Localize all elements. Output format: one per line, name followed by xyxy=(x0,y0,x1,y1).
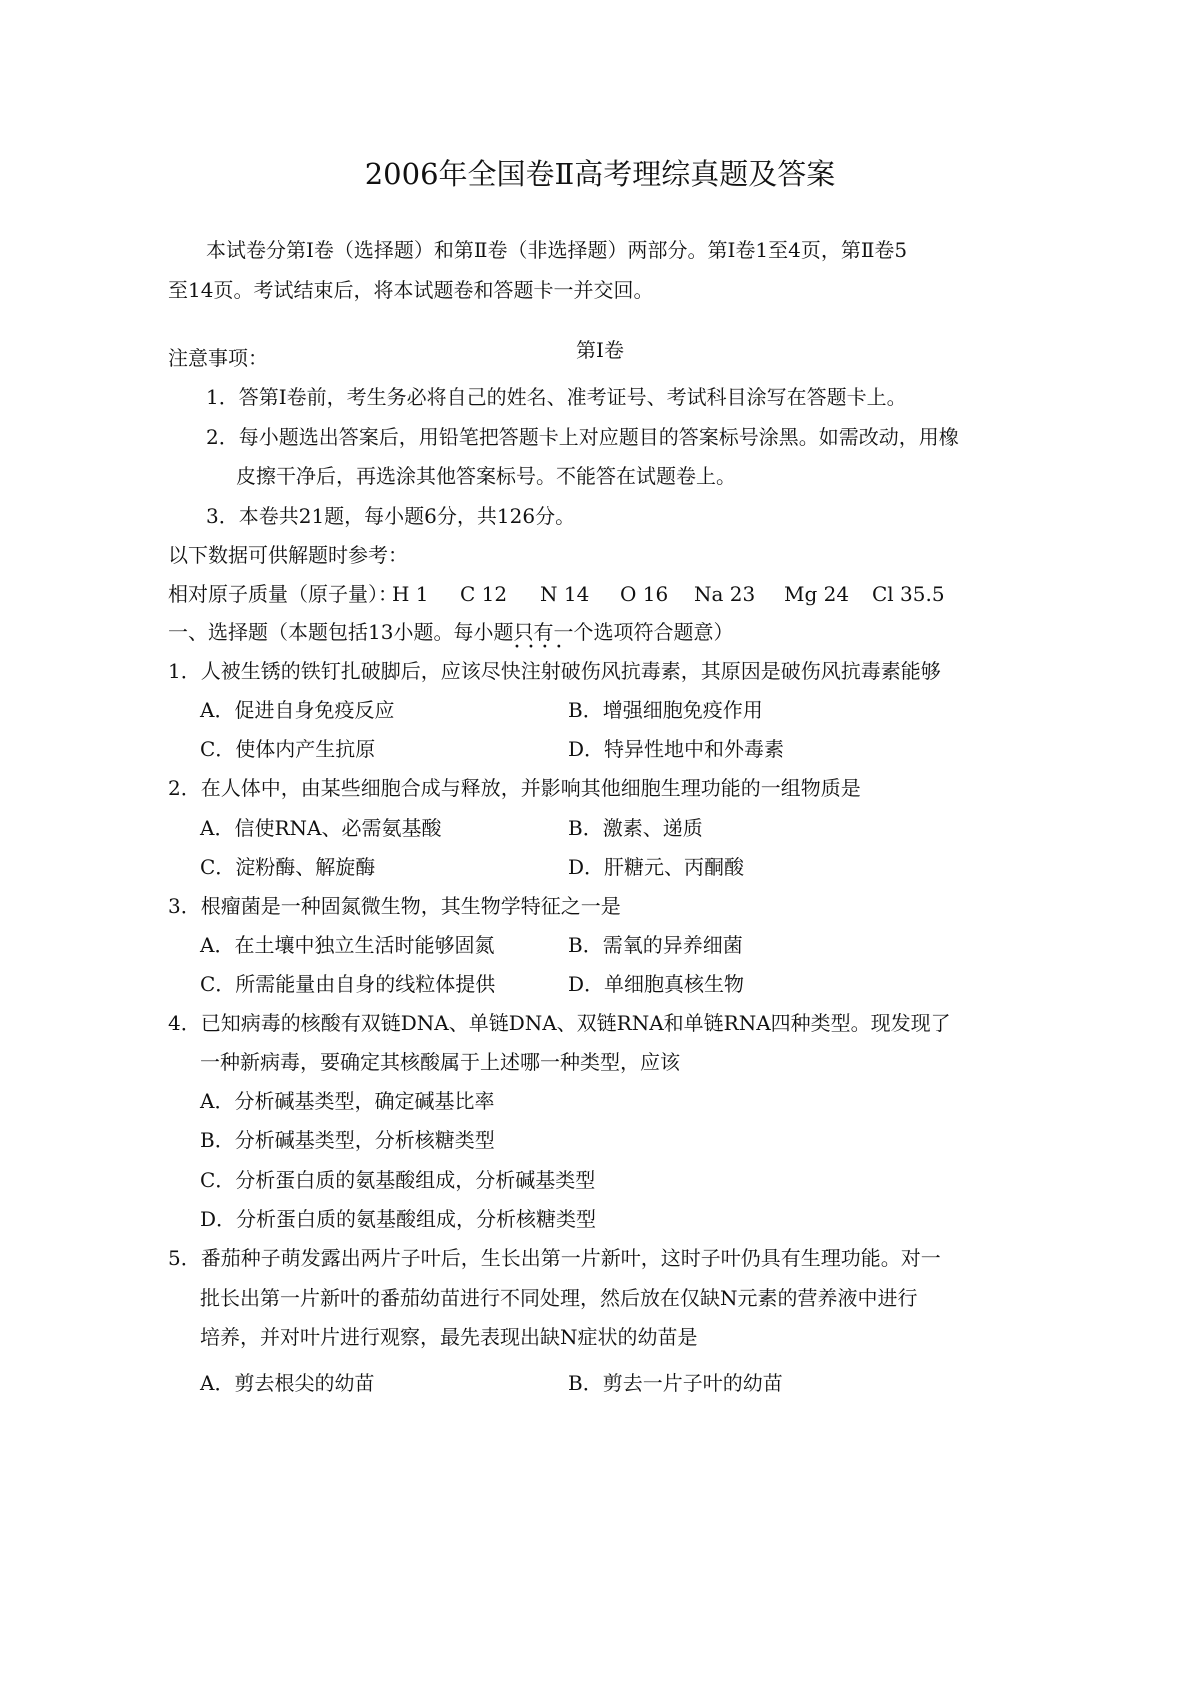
page-title: 2006年全国卷Ⅱ高考理综真题及答案 xyxy=(364,157,836,191)
question-1-option-d: D．特异性地中和外毒素 xyxy=(568,737,785,761)
notice-item-2-line-2: 皮擦干净后，再选涂其他答案标号。不能答在试题卷上。 xyxy=(236,464,736,488)
question-2-option-d: D．肝糖元、丙酮酸 xyxy=(568,855,745,879)
atomic-mass-o: O 16 xyxy=(620,582,669,606)
atomic-mass-mg: Mg 24 xyxy=(784,582,850,606)
question-4-stem-line-2: 一种新病毒，要确定其核酸属于上述哪一种类型，应该 xyxy=(200,1050,680,1074)
question-3-option-d: D．单细胞真核生物 xyxy=(568,972,745,996)
question-4-stem-line-1: 4．已知病毒的核酸有双链DNA、单链DNA、双链RNA和单链RNA四种类型。现发现了 xyxy=(168,1011,951,1035)
atomic-mass-label: 相对原子质量（原子量）： xyxy=(168,582,398,606)
part1-heading-before: 一、选择题（本题包括13小题。每小题 xyxy=(168,620,514,644)
question-2-option-b: B．激素、递质 xyxy=(568,816,703,840)
atomic-mass-h: H 1 xyxy=(392,582,429,606)
question-1-option-a: A．促进自身免疫反应 xyxy=(200,698,395,722)
intro-line-2: 至14页。考试结束后，将本试题卷和答题卡一并交回。 xyxy=(168,278,654,302)
atomic-mass-c: C 12 xyxy=(460,582,508,606)
question-4-option-c: C．分析蛋白质的氨基酸组成，分析碱基类型 xyxy=(200,1168,596,1192)
question-4-option-b: B．分析碱基类型，分析核糖类型 xyxy=(200,1128,495,1152)
part1-heading-after: 选项符合题意） xyxy=(593,620,734,644)
question-5-stem-line-3: 培养，并对叶片进行观察，最先表现出缺N症状的幼苗是 xyxy=(200,1325,698,1349)
question-4-option-d: D．分析蛋白质的氨基酸组成，分析核糖类型 xyxy=(200,1207,597,1231)
question-3-option-c: C．所需能量由自身的线粒体提供 xyxy=(200,972,496,996)
notice-item-3: 3．本卷共21题，每小题6分，共126分。 xyxy=(206,504,576,528)
question-3-stem: 3．根瘤菌是一种固氮微生物，其生物学特征之一是 xyxy=(168,894,621,918)
question-5-option-b: B．剪去一片子叶的幼苗 xyxy=(568,1371,783,1395)
question-1-option-c: C．使体内产生抗原 xyxy=(200,737,376,761)
question-2-stem: 2．在人体中，由某些细胞合成与释放，并影响其他细胞生理功能的一组物质是 xyxy=(168,776,861,800)
question-2-option-a: A．信使RNA、必需氨基酸 xyxy=(200,816,442,840)
notice-item-1: 1．答第Ⅰ卷前，考生务必将自己的姓名、准考证号、考试科目涂写在答题卡上。 xyxy=(206,385,907,409)
question-2-option-c: C．淀粉酶、解旋酶 xyxy=(200,855,376,879)
question-3-option-b: B．需氧的异养细菌 xyxy=(568,933,743,957)
part1-heading xyxy=(168,622,733,642)
reference-heading: 以下数据可供解题时参考： xyxy=(168,543,408,567)
question-5-stem-line-1: 5．番茄种子萌发露出两片子叶后，生长出第一片新叶，这时子叶仍具有生理功能。对一 xyxy=(168,1246,941,1270)
question-5-stem-line-2: 批长出第一片新叶的番茄幼苗进行不同处理，然后放在仅缺N元素的营养液中进行 xyxy=(200,1286,918,1310)
question-4-option-a: A．分析碱基类型，确定碱基比率 xyxy=(200,1089,495,1113)
section-heading: 第Ⅰ卷 xyxy=(576,338,624,362)
notice-item-2-line-1: 2．每小题选出答案后，用铅笔把答题卡上对应题目的答案标号涂黑。如需改动，用橡 xyxy=(206,425,959,449)
intro-line-1: 本试卷分第Ⅰ卷（选择题）和第Ⅱ卷（非选择题）两部分。第Ⅰ卷1至4页，第Ⅱ卷5 xyxy=(206,238,908,262)
question-1-option-b: B．增强细胞免疫作用 xyxy=(568,698,763,722)
question-3-option-a: A．在土壤中独立生活时能够固氮 xyxy=(200,933,495,957)
part1-heading-emphasis: 只有一个 · · xyxy=(513,622,593,642)
notice-heading: 注意事项： xyxy=(168,346,268,370)
atomic-mass-cl: Cl 35.5 xyxy=(872,582,945,606)
question-5-option-a: A．剪去根尖的幼苗 xyxy=(200,1371,375,1395)
question-1-stem: 1．人被生锈的铁钉扎破脚后，应该尽快注射破伤风抗毒素，其原因是破伤风抗毒素能够 xyxy=(168,659,941,683)
atomic-mass-na: Na 23 xyxy=(694,582,756,606)
atomic-mass-n: N 14 xyxy=(540,582,590,606)
